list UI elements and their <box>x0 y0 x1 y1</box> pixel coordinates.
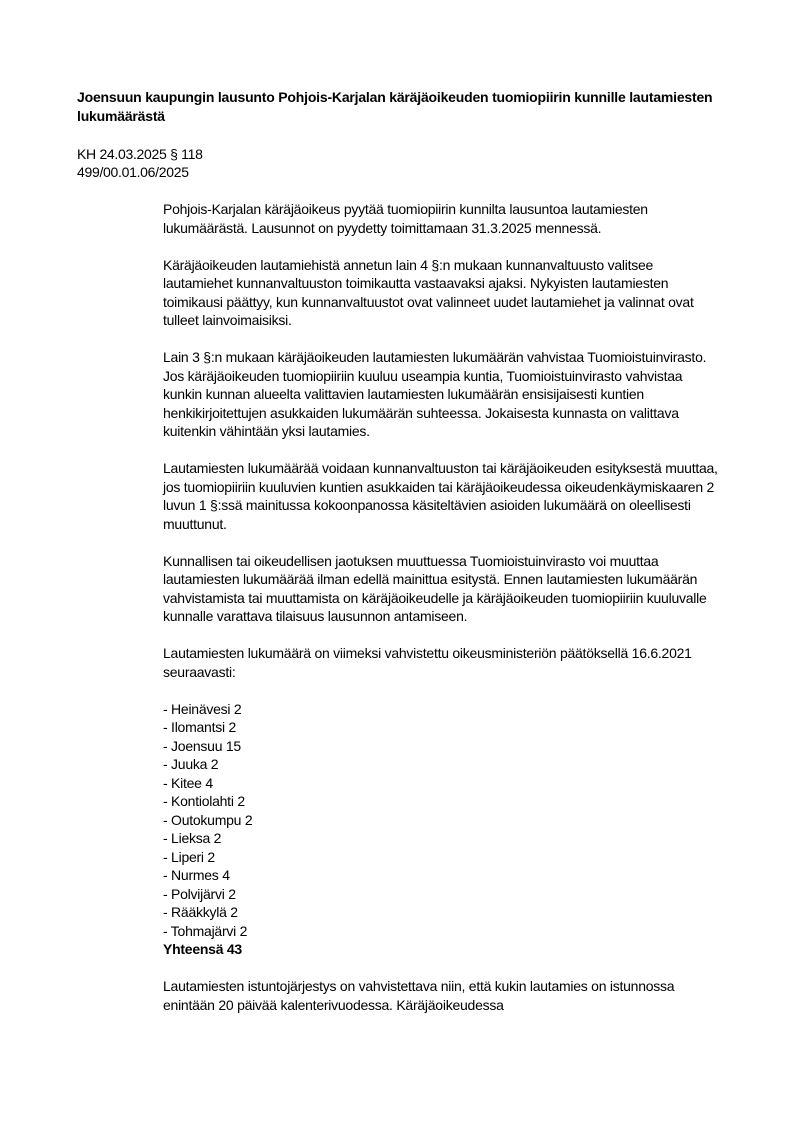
list-item: - Kitee 4 <box>163 774 213 791</box>
paragraph: Lautamiesten istuntojärjestys on vahvistettava niin, että kukin lautamies on istunnossa enintään 20 päivää kalenterivuodessa. Käräjäoikeudessa <box>163 978 675 1013</box>
list-item: - Rääkkylä 2 <box>163 904 238 920</box>
document-title: Joensuun kaupungin lausunto Pohjois-Karjalan käräjäoikeuden tuomiopiirin kunnille lautamiesten lukumäärästä <box>77 89 713 124</box>
paragraph: Lautamiesten lukumäärää voidaan kunnanvaltuuston tai käräjäoikeuden esityksestä muuttaa, jos tuomiopiiriin kuuluvien kuntien asukkaiden tai käräjäoikeudessa oikeudenkäymiskaaren 2 luvun 1 §:ssä mainitussa kokoonpanossa käsiteltävien asioiden lukumäärä on oleellisesti muuttunut. <box>163 460 718 532</box>
document-body <box>163 200 723 1033</box>
municipality-list <box>163 700 723 941</box>
list-item: - Kontiolahti 2 <box>163 793 245 809</box>
paragraph: Lain 3 §:n mukaan käräjäoikeuden lautamiesten lukumäärän vahvistaa Tuomioistuinvirasto. Jos käräjäoikeuden tuomiopiiriin kuuluu useampia kuntia, Tuomioistuinvirasto vahvistaa kunkin kunnan alueelta valittavien lautamiesten lukumäärän ensisijaisesti kuntien henkikirjoitettujen asukkaiden lukumäärän suhteessa. Jokaisesta kunnasta on valittava kuitenkin vähintään yksi lautamies. <box>163 349 707 439</box>
list-item: - Nurmes 4 <box>163 867 230 883</box>
list-item: - Polvijärvi 2 <box>163 885 236 902</box>
list-item: - Lieksa 2 <box>163 830 222 846</box>
paragraph: Käräjäoikeuden lautamiehistä annetun lain 4 §:n mukaan kunnanvaltuusto valitsee lautamiehet kunnanvaltuuston toimikautta vastaavaksi ajaksi. Nykyisten lautamiesten toimikausi päättyy, kun kunnanvaltuustot ovat valinneet uudet lautamiehet ja valinnat ovat tulleet lainvoimaisiksi. <box>163 256 694 328</box>
list-item: - Liperi 2 <box>163 848 215 865</box>
list-item: - Heinävesi 2 <box>163 700 242 717</box>
document-meta <box>77 145 203 181</box>
case-number: 499/00.01.06/2025 <box>77 164 189 180</box>
paragraph: Kunnallisen tai oikeudellisen jaotuksen muuttuessa Tuomioistuinvirasto voi muuttaa lautamiesten lukumäärää ilman edellä mainittua esitystä. Ennen lautamiesten lukumäärän vahvistamista tai muuttamista on käräjäoikeudelle ja käräjäoikeuden tuomiopiiriin kuuluvalle kunnalle varattava tilaisuus lausunnon antamiseen. <box>163 552 707 624</box>
paragraph: Pohjois-Karjalan käräjäoikeus pyytää tuomiopiirin kunnilta lausuntoa lautamiesten lukumäärästä. Lausunnot on pyydetty toimittamaan 31.3.2025 mennessä. <box>163 201 648 236</box>
list-item: - Joensuu 15 <box>163 737 241 754</box>
list-item: - Tohmajärvi 2 <box>163 922 248 939</box>
meeting-reference: KH 24.03.2025 § 118 <box>77 146 203 162</box>
list-item: - Juuka 2 <box>163 756 219 772</box>
paragraph: Lautamiesten lukumäärä on viimeksi vahvistettu oikeusministeriön päätöksellä 16.6.2021 seuraavasti: <box>163 645 692 680</box>
list-item: - Outokumpu 2 <box>163 811 253 828</box>
list-item: - Ilomantsi 2 <box>163 719 236 735</box>
list-total: Yhteensä 43 <box>163 941 242 957</box>
